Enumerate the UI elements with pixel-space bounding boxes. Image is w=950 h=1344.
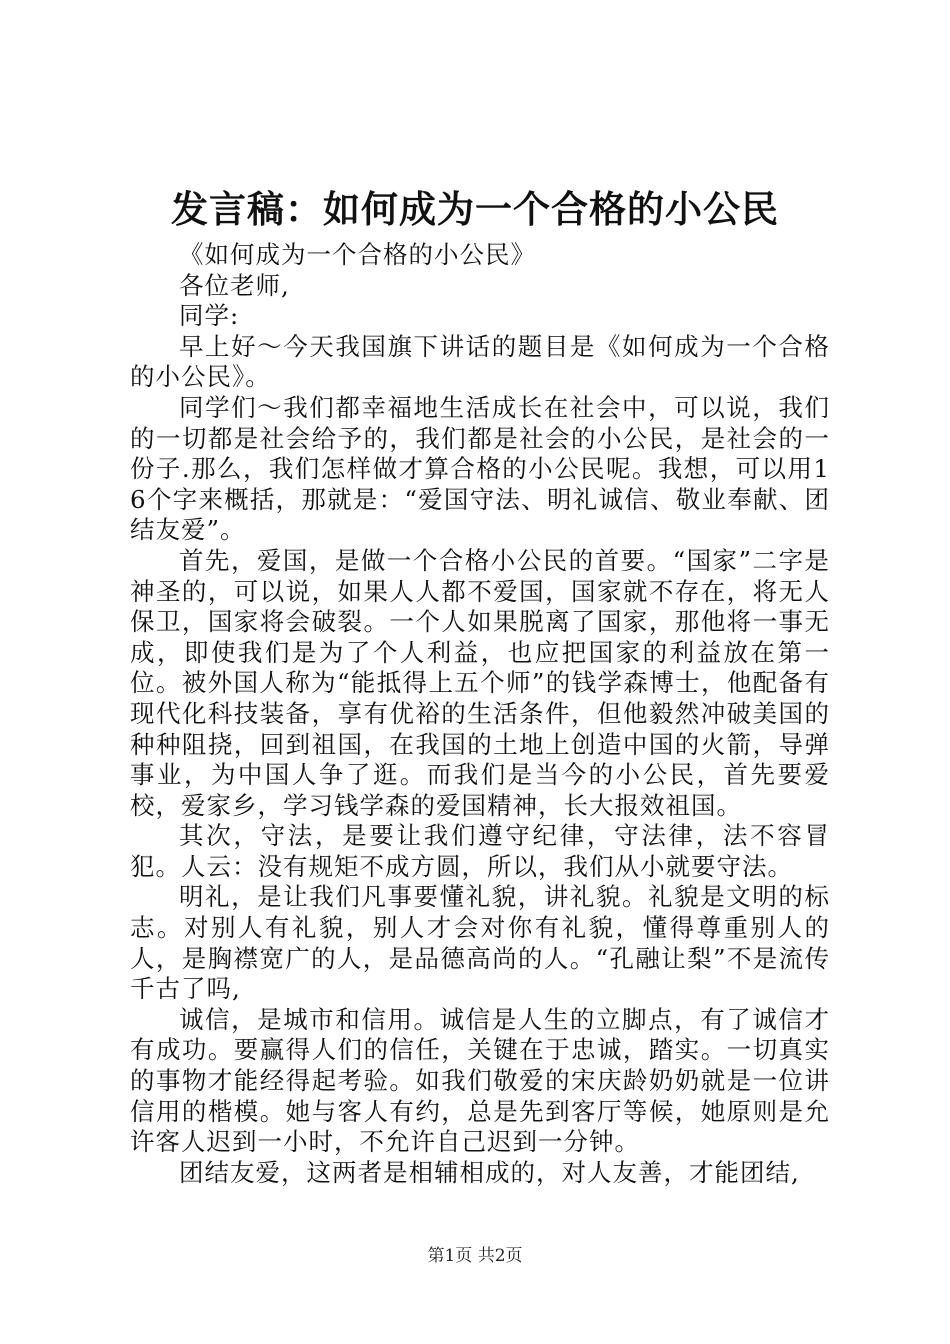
paragraph-intro: 同学们～我们都幸福地生活成长在社会中，可以说，我们的一切都是社会给予的，我们都是社会的小公民，是社会的一份子.那么，我们怎样做才算合格的小公民呢。我想，可以用16个字来概括，那就是：“爱国守法、明礼诚信、敬业奉献、团结友爱”。 [130, 392, 830, 545]
document-body [130, 240, 830, 1188]
paragraph-law: 其次，守法，是要让我们遵守纪律，守法律，法不容冒犯。人云：没有规矩不成方圆，所以，我们从小就要守法。 [130, 821, 830, 881]
paragraph-book-title: 《如何成为一个合格的小公民》 [179, 240, 536, 269]
document-title: 发言稿：如何成为一个合格的小公民 [171, 187, 779, 231]
paragraph-greeting-teachers: 各位老师, [179, 270, 290, 300]
paragraph-unity: 团结友爱，这两者是相辅相成的，对人友善，才能团结, [179, 1157, 800, 1187]
paragraph-greeting-students: 同学: [179, 301, 240, 331]
paragraph-courtesy: 明礼，是让我们凡事要懂礼貌，讲礼貌。礼貌是文明的标志。对别人有礼貌，别人才会对你有礼貌，懂得尊重别人的人，是胸襟宽广的人，是品德高尚的人。“孔融让梨”不是流传千古了吗, [130, 882, 830, 1004]
paragraph-patriotism: 首先，爱国，是做一个合格小公民的首要。“国家”二字是神圣的，可以说，如果人人都不爱国，国家就不存在，将无人保卫，国家将会破裂。一个人如果脱离了国家，那他将一事无成，即使我们是为了个人利益，也应把国家的利益放在第一位。被外国人称为“能抵得上五个师”的钱学森博士，他配备有现代化科技装备，享有优裕的生活条件，但他毅然冲破美国的种种阻挠，回到祖国，在我国的土地上创造中国的火箭，导弹事业，为中国人争了逛。而我们是当今的小公民，首先要爱校，爱家乡，学习钱学森的爱国精神，长大报效祖国。 [130, 545, 830, 820]
page-footer: 第1页 共2页 [427, 1246, 523, 1266]
paragraph-opening: 早上好～今天我国旗下讲话的题目是《如何成为一个合格的小公民》。 [130, 331, 830, 392]
paragraph-integrity: 诚信，是城市和信用。诚信是人生的立脚点，有了诚信才有成功。要赢得人们的信任，关键在于忠诚，踏实。一切真实的事物才能经得起考验。如我们敬爱的宋庆龄奶奶就是一位讲信用的楷模。她与客人有约，总是先到客厅等候，她原则是允许客人迟到一小时，不允许自己迟到一分钟。 [130, 1004, 830, 1157]
